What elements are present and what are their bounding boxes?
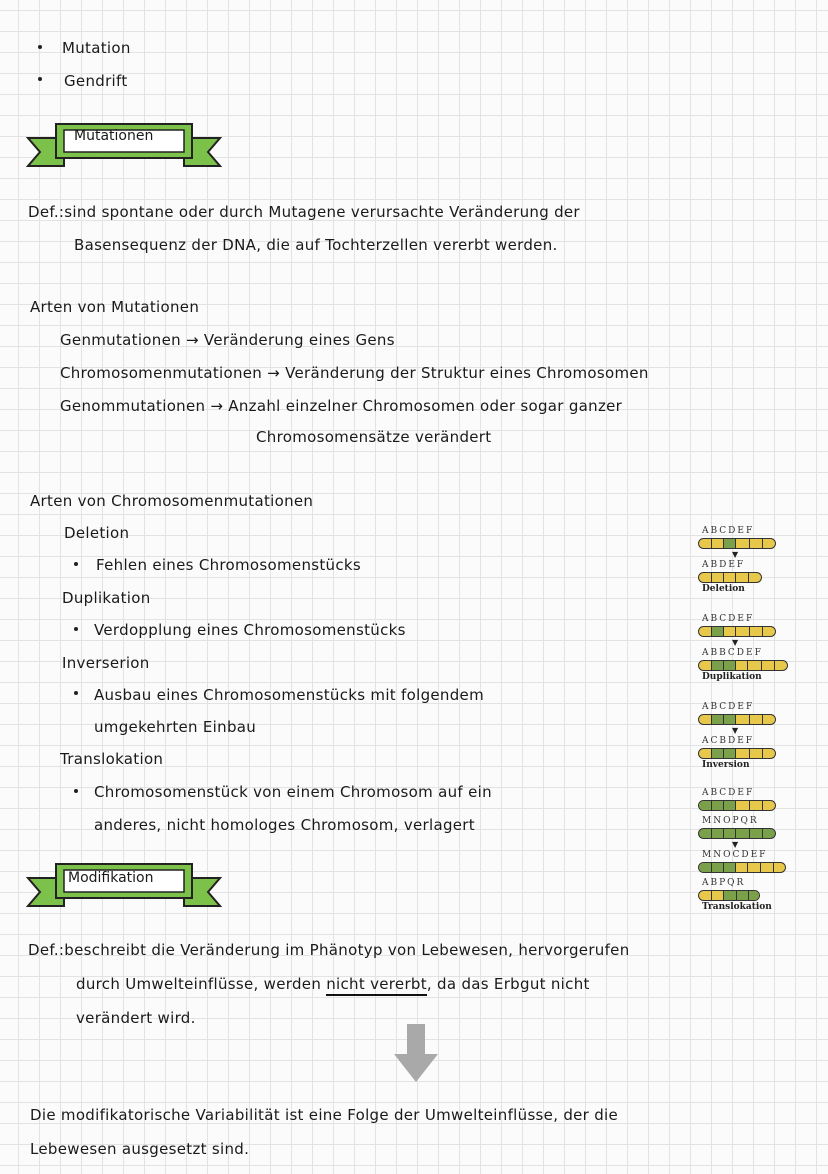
bullet-dot — [74, 789, 78, 793]
def2-line2-pre: durch Umwelteinflüsse, werden — [76, 975, 327, 993]
chromosome-inversion-after — [698, 748, 776, 759]
chromosome-translokation-d — [698, 890, 760, 901]
letters-inversion-after: ACBDEF — [702, 736, 755, 746]
label-translokation: Translokation — [702, 902, 772, 912]
bullet-dot — [74, 562, 78, 566]
item-inversion-desc1: Ausbau eines Chromosomenstücks mit folgendem — [94, 686, 485, 704]
chromosome-duplikation-before — [698, 626, 776, 637]
conclusion-line2: Lebewesen ausgesetzt sind. — [30, 1140, 250, 1158]
chromosome-deletion-before — [698, 538, 776, 549]
letters-translokation-c: MNOCDEF — [702, 850, 768, 860]
chromosome-deletion-after — [698, 572, 762, 583]
mutation-type-genom: Genommutationen → Anzahl einzelner Chromosomen oder sogar ganzer — [60, 397, 623, 415]
letters-deletion-before: ABCDEF — [702, 526, 755, 536]
banner-modifikation — [26, 858, 222, 910]
item-inversion-desc2: umgekehrten Einbau — [94, 718, 257, 736]
item-translokation-desc2: anderes, nicht homologes Chromosom, verlagert — [94, 816, 475, 834]
label-duplikation: Duplikation — [702, 672, 762, 682]
chromosome-translokation-b — [698, 828, 776, 839]
banner-label: Mutationen — [74, 128, 154, 144]
arrow-down-icon: ▼ — [732, 726, 739, 735]
definition-mutation-line1: Def.:sind spontane oder durch Mutagene verursachte Veränderung der — [28, 203, 580, 221]
definition-modifikation-line3: verändert wird. — [76, 1009, 196, 1027]
conclusion-line1: Die modifikatorische Variabilität ist eine Folge der Umwelteinflüsse, der die — [30, 1106, 619, 1124]
bullet-dot — [74, 691, 78, 695]
mutation-type-genom-cont: Chromosomensätze verändert — [256, 428, 492, 446]
item-deletion-title: Deletion — [64, 524, 130, 542]
item-translokation-title: Translokation — [60, 750, 164, 768]
heading-arten-mutationen: Arten von Mutationen — [30, 298, 200, 316]
letters-duplikation-before: ABCDEF — [702, 614, 755, 624]
chromosome-translokation-c — [698, 862, 786, 873]
bullet-dot — [38, 77, 42, 81]
label-inversion: Inversion — [702, 760, 750, 770]
letters-inversion-before: ABCDEF — [702, 702, 755, 712]
chromosome-inversion-before — [698, 714, 776, 725]
heading-arten-chromosomenmutationen: Arten von Chromosomenmutationen — [30, 492, 314, 510]
banner-mutationen — [26, 118, 222, 170]
arrow-down-icon — [392, 1024, 440, 1088]
banner-label: Modifikation — [68, 870, 154, 886]
bullet-mutation: Mutation — [62, 39, 131, 57]
bullet-dot — [38, 45, 42, 49]
letters-translokation-a: ABCDEF — [702, 788, 755, 798]
item-inversion-title: Inverserion — [62, 654, 150, 672]
mutation-type-gen: Genmutationen → Veränderung eines Gens — [60, 331, 395, 349]
letters-translokation-d: ABPQR — [702, 878, 746, 888]
arrow-down-icon: ▼ — [732, 638, 739, 647]
chromosome-translokation-a — [698, 800, 776, 811]
item-deletion-desc: Fehlen eines Chromosomenstücks — [96, 556, 362, 574]
def2-underlined: nicht vererbt — [326, 975, 427, 996]
letters-deletion-after: ABDEF — [702, 560, 746, 570]
item-translokation-desc1: Chromosomenstück von einem Chromosom auf ein — [94, 783, 492, 801]
label-deletion: Deletion — [702, 584, 745, 594]
letters-duplikation-after: ABBCDEF — [702, 648, 763, 658]
definition-modifikation-line1: Def.:beschreibt die Veränderung im Phänotyp von Lebewesen, hervorgerufen — [28, 941, 630, 959]
bullet-gendrift: Gendrift — [64, 72, 128, 90]
chromosome-duplikation-after — [698, 660, 788, 671]
def2-line2-post: , da das Erbgut nicht — [426, 975, 590, 993]
mutation-type-chromosom: Chromosomenmutationen → Veränderung der Struktur eines Chromosomen — [60, 364, 649, 382]
item-duplikation-desc: Verdopplung eines Chromosomenstücks — [94, 621, 406, 639]
letters-translokation-b: MNOPQR — [702, 816, 759, 826]
arrow-down-icon: ▼ — [732, 550, 739, 559]
ribbon-banner-icon — [26, 118, 222, 170]
item-duplikation-title: Duplikation — [62, 589, 151, 607]
arrow-down-icon: ▼ — [732, 840, 739, 849]
bullet-dot — [74, 627, 78, 631]
definition-modifikation-line2 — [76, 975, 590, 993]
definition-mutation-line2: Basensequenz der DNA, die auf Tochterzellen vererbt werden. — [74, 236, 558, 254]
